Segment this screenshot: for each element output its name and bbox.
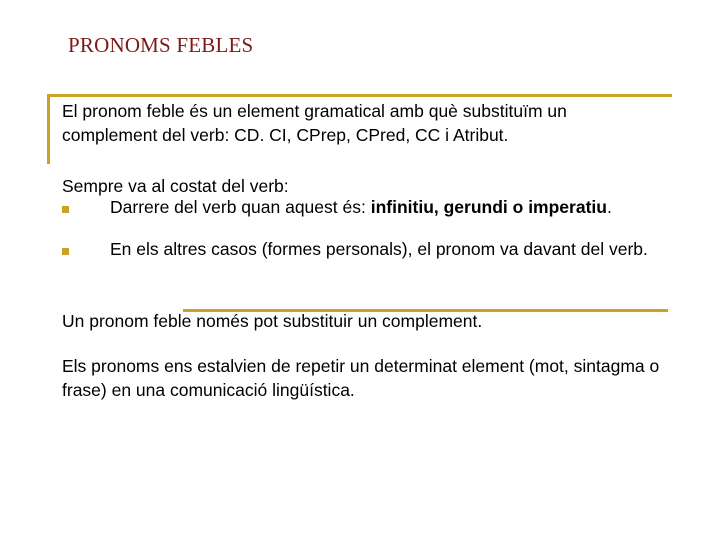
decorative-line-top bbox=[48, 94, 672, 97]
position-intro: Sempre va al costat del verb: bbox=[62, 176, 289, 196]
single-complement-paragraph: Un pronom feble només pot substituir un complement. bbox=[62, 311, 483, 331]
bullet-text bbox=[110, 198, 666, 216]
decorative-line-left bbox=[47, 94, 50, 164]
bullet-text-bold: infinitiu, gerundi o imperatiu bbox=[370, 197, 607, 217]
bullet-text-plain: Darrere del verb quan aquest és: bbox=[110, 197, 371, 217]
bullet-text-plain: En els altres casos (formes personals), el pronom va davant del verb. bbox=[110, 239, 648, 259]
definition-paragraph: El pronom feble és un element gramatical amb què substituïm un complement del verb: CD. CI, CPrep, CPred, CC i Atribut. bbox=[62, 101, 567, 145]
square-bullet-icon bbox=[62, 248, 69, 255]
slide-title: PRONOMS FEBLES bbox=[68, 33, 254, 57]
bullet-text-end: . bbox=[606, 197, 612, 217]
square-bullet-icon bbox=[62, 206, 69, 213]
purpose-paragraph: Els pronoms ens estalvien de repetir un determinat element (mot, sintagma o frase) en una comunicació lingüística. bbox=[62, 356, 660, 400]
bullet-text bbox=[110, 240, 666, 258]
